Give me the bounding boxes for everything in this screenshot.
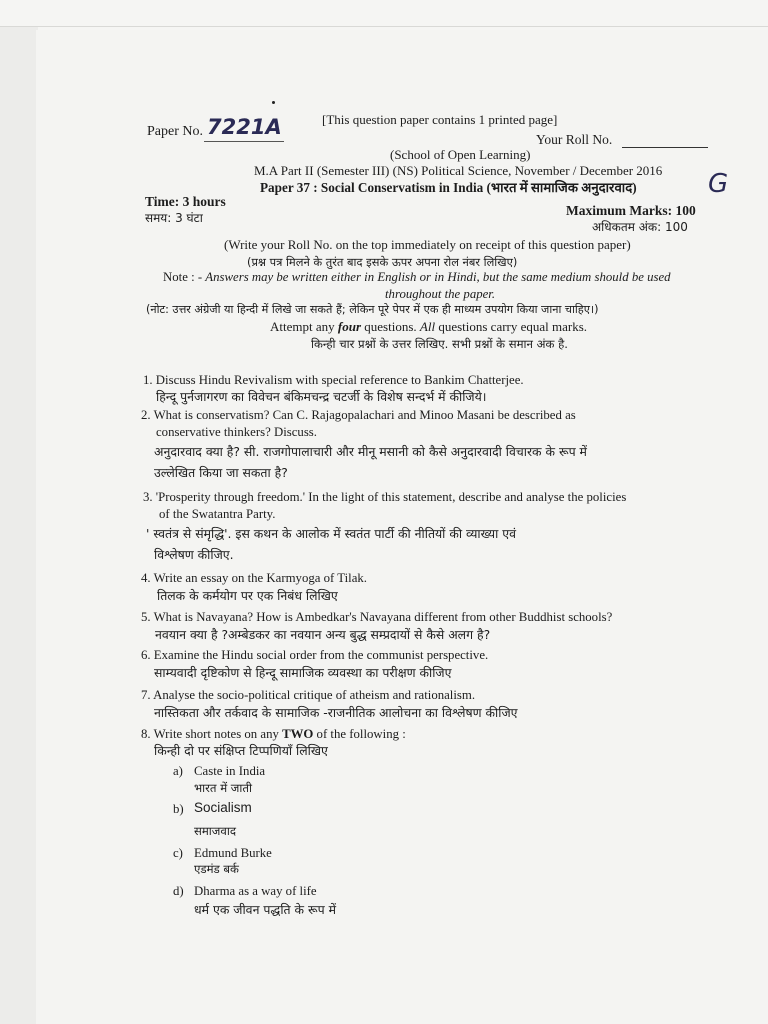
subitem-c-letter: c) (173, 846, 183, 860)
marks-hi: अधिकतम अंक: 100 (592, 220, 688, 234)
attempt-four: four (337, 319, 362, 334)
q4-hi: तिलक के कर्मयोग पर एक निबंध लिखिए (157, 588, 338, 603)
attempt-instruction (270, 320, 587, 334)
contains-note: [This question paper contains 1 printed page] (322, 112, 558, 127)
q8-two: TWO (282, 727, 314, 741)
attempt-text-3: questions carry equal marks. (435, 319, 588, 334)
attempt-text-1: Attempt any (270, 319, 338, 334)
attempt-text-2: questions. (361, 319, 420, 334)
time-hi: समय: 3 घंटा (145, 211, 203, 225)
subitem-d-hi: धर्म एक जीवन पद्धति के रूप में (194, 902, 336, 917)
subitem-c-hi: एडमंड बर्क (194, 862, 239, 876)
subitem-a-hi: भारत में जाती (194, 781, 253, 795)
q3-en-2: of the Swatantra Party. (159, 507, 276, 521)
q3-hi-1: ' स्वतंत्र से संमृद्धि'. इस कथन के आलोक में स्वतंत पार्टी की नीतियों की व्याख्या एवं (146, 526, 516, 541)
scan-top-edge (0, 26, 768, 27)
q1-en: 1. Discuss Hindu Revivalism with special reference to Bankim Chatterjee. (143, 373, 524, 387)
note-hi: (नोट: उत्तर अंग्रेजी या हिन्दी में लिखे जा सकते हैं; लेकिन पूरे पेपर में एक ही माध्यम उपयोग किया जाना चाहिए।) (146, 303, 599, 316)
roll-instruction-hi: (प्रश्न पत्र मिलने के तुरंत बाद इसके ऊपर अपना रोल नंबर लिखिए) (247, 255, 518, 269)
subitem-d-letter: d) (173, 884, 184, 898)
q7-en: 7. Analyse the socio-political critique of atheism and rationalism. (141, 688, 476, 702)
roll-instruction-en: (Write your Roll No. on the top immediately on receipt of this question paper) (224, 237, 631, 252)
school-name: (School of Open Learning) (390, 147, 531, 162)
attempt-hi: किन्ही चार प्रश्नों के उत्तर लिखिए. सभी प्रश्नों के समान अंक है. (311, 337, 568, 351)
note-text-1: Answers may be written either in English or in Hindi, but the same medium should be used (205, 270, 671, 284)
subitem-b-hi: समाजवाद (194, 824, 236, 838)
q6-en: 6. Examine the Hindu social order from the communist perspective. (141, 648, 489, 662)
roll-no-line (622, 147, 708, 148)
marks-en: Maximum Marks: 100 (566, 203, 696, 218)
q2-hi-1: अनुदारवाद क्या है? सी. राजगोपालाचारी और मीनू मसानी को कैसे अनुदारवादी विचारक के रूप में (154, 444, 587, 459)
q3-en-1: 3. 'Prosperity through freedom.' In the light of this statement, describe and analyse the policies (143, 490, 627, 504)
q2-en-1: 2. What is conservatism? Can C. Rajagopalachari and Minoo Masani be described as (141, 408, 576, 422)
q8-text-2: of the following : (313, 727, 406, 741)
q8-text-1: 8. Write short notes on any (141, 727, 283, 741)
paper-title: Paper 37 : Social Conservatism in India (भारत में सामाजिक अनुदारवाद) (260, 180, 637, 195)
q2-en-2: conservative thinkers? Discuss. (156, 425, 317, 439)
q8-hi: किन्ही दो पर संक्षिप्त टिप्पणियाँ लिखिए (154, 743, 328, 758)
q4-en: 4. Write an essay on the Karmyoga of Tilak. (141, 571, 368, 585)
subitem-b-en: Socialism (194, 800, 252, 815)
note-line-1 (163, 270, 671, 284)
subitem-b-letter: b) (173, 802, 184, 816)
q7-hi: नास्तिकता और तर्कवाद के सामाजिक -राजनीतिक आलोचना का विश्लेषण कीजिए (154, 705, 518, 720)
q8-en (141, 727, 406, 741)
note-label: Note : - (163, 270, 206, 284)
paper-no-value: 7221A (207, 115, 282, 139)
subitem-d-en: Dharma as a way of life (194, 884, 317, 898)
time-en: Time: 3 hours (145, 194, 226, 209)
paper-no-underline (204, 141, 284, 142)
attempt-all: All (419, 319, 436, 334)
note-line-2: throughout the paper. (385, 287, 496, 301)
roll-no-label: Your Roll No. (536, 132, 613, 147)
q5-hi: नवयान क्या है ?अम्बेडकर का नवयान अन्य बुद्ध सम्प्रदायों से कैसे अलग है? (155, 627, 491, 642)
course-title: M.A Part II (Semester III) (NS) Political Science, November / December 2016 (254, 163, 663, 178)
paper-no-label: Paper No. (147, 124, 203, 139)
q6-hi: साम्यवादी दृष्टिकोण से हिन्दू सामाजिक व्यवस्था का परीक्षण कीजिए (154, 665, 452, 680)
subitem-a-en: Caste in India (194, 764, 266, 778)
subitem-a-letter: a) (173, 764, 183, 778)
ink-dot (272, 101, 275, 104)
scan-left-shadow (0, 26, 38, 1024)
q1-hi: हिन्दू पुर्नजागरण का विवेचन बंकिमचन्द्र चटर्जी के विशेष सन्दर्भ में कीजिये। (156, 389, 487, 404)
q5-en: 5. What is Navayana? How is Ambedkar's Navayana different from other Buddhist schools? (141, 610, 613, 624)
subitem-c-en: Edmund Burke (194, 846, 272, 860)
q2-hi-2: उल्लेखित किया जा सकता है? (154, 465, 288, 480)
paper-letter: G (708, 169, 729, 199)
q3-hi-2: विश्लेषण कीजिए. (154, 547, 234, 562)
